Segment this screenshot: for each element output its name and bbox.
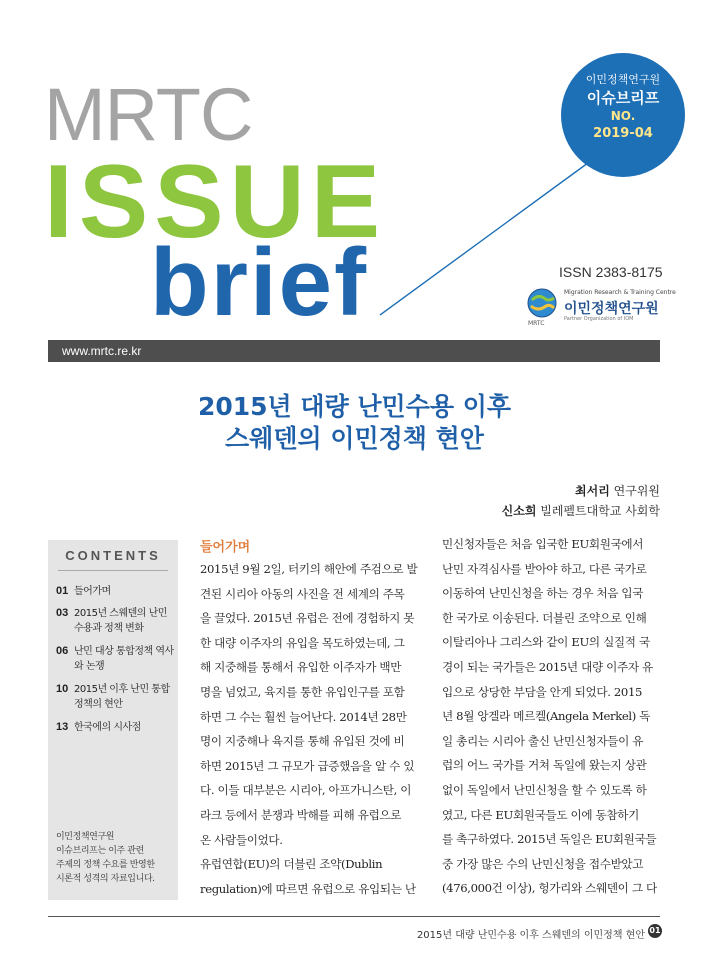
note-line: 이슈브리프는 이주 관련 [56,846,144,856]
body-line: 를 촉구하였다. 2015년 독일은 EU회원국들 [442,832,657,847]
note-line: 시론적 성격의 자료입니다. [56,874,155,884]
org-english-name: Migration Research & Training Centre [564,289,676,296]
body-line: 명이 지중해나 육지를 통해 유입된 것에 비 [200,734,405,749]
toc-page-number: 13 [56,721,69,733]
issue-badge [561,53,685,177]
toc-page-number: 10 [56,683,69,695]
contents-heading: CONTENTS [65,548,161,563]
body-line: 이탈리아나 그리스와 같이 EU의 실질적 국 [442,635,650,650]
toc-page-number: 06 [56,645,69,657]
body-line: 일 총리는 시리아 출신 난민신청자들이 유 [442,733,644,748]
body-line: 한 대량 이주자의 유입을 목도하였는데, 그 [200,635,405,650]
body-line: 럽의 어느 국가를 거쳐 독일에 왔는지 상관 [442,758,647,773]
body-line: 견된 시리아 아동의 사진을 전 세계의 주목 [200,586,405,601]
section-heading: 들어가며 [200,540,251,555]
toc-page-number: 03 [56,607,69,619]
org-logo [524,286,674,326]
website-url[interactable]: www.mrtc.re.kr [62,344,142,358]
body-column-2 [442,532,657,901]
org-abbr: MRTC [528,320,545,327]
body-line: 유럽연합(EU)의 더블린 조약(Dublin [200,857,383,872]
toc-label: 한국에의 시사점 [74,722,141,733]
body-line: 하면 2015년 그 규모가 급증했음을 알 수 있 [200,758,415,773]
issn: ISSN 2383-8175 [559,264,663,280]
body-line: 온 사람들이었다. [200,832,283,847]
badge-number: 2019-04 [593,126,653,141]
contents-note [56,830,176,886]
author-2 [502,501,660,521]
org-korean-name: 이민정책연구원 [564,301,659,317]
note-line: 주제의 정책 수요를 반영한 [56,860,155,870]
body-line: 없이 독일에서 난민신청을 할 수 있도록 하 [442,782,647,797]
body-column-1 [200,557,417,901]
body-line: 난민 자격심사를 받아야 하고, 다른 국가로 [442,561,647,576]
page-title-line1: 2015년 대량 난민수용 이후 [197,392,512,421]
footer-title: 2015년 대량 난민수용 이후 스웨덴의 이민정책 현안 [416,930,645,941]
body-line: 명을 넘었고, 육지를 통한 유입인구를 포함 [200,684,405,699]
body-line: 라크 등에서 분쟁과 박해를 피해 유럽으로 [200,807,402,822]
contents-divider [58,570,168,571]
org-sub: Partner Organization of IOM [564,316,634,322]
toc-label: 2015년 이후 난민 통합정책의 현안 [74,684,170,710]
body-line: 2015년 9월 2일, 터키의 해안에 주검으로 발 [200,562,418,576]
body-line: 중 가장 많은 수의 난민신청을 접수받았고 [442,856,644,871]
body-line: (476,000건 이상), 헝가리와 스웨덴이 그 다 [442,881,657,896]
body-line: 민신청자들은 처음 입국한 EU회원국에서 [442,537,644,551]
page-title-line2: 스웨덴의 이민정책 현안 [225,424,484,453]
toc-item[interactable] [56,606,176,636]
authors [502,481,660,521]
toc-item[interactable] [56,720,176,735]
url-bar [48,340,660,362]
toc-item[interactable] [56,644,176,674]
footer-divider [48,916,660,917]
toc-label: 2015년 스웨덴의 난민 수용과 정책 변화 [74,608,167,634]
logo-issue: ISSUE [44,144,387,260]
logo-mrtc: MRTC [44,73,253,156]
body-line: regulation)에 따르면 유럽으로 유입되는 난 [200,881,416,896]
logo-brief: brief [150,229,369,336]
author-affiliation: 빌레펠트대학교 사회학 [540,504,660,518]
body-line: 한 국가로 이송된다. 더블린 조약으로 인해 [442,610,647,625]
toc-label: 들어가며 [74,586,111,597]
author-1 [502,481,660,501]
note-line: 이민정책연구원 [56,832,115,842]
body-line: 년 8월 앙겔라 메르켈(Angela Merkel) 독 [442,709,651,724]
body-line: 을 끌었다. 2015년 유럽은 전에 경험하지 못 [200,611,415,626]
toc-item[interactable] [56,682,176,712]
globe-icon [524,286,560,322]
toc-item[interactable] [56,584,176,599]
author-affiliation: 연구위원 [613,484,660,498]
toc-page-number: 01 [56,585,69,597]
body-line: 였고, 다른 EU회원국들도 이에 동참하기 [442,807,639,822]
page-number: 01 [648,924,662,938]
badge-no-label: NO. [610,109,636,123]
body-line: 하면 그 수는 훨씬 늘어난다. 2014년 28만 [200,709,407,724]
badge-title: 이슈브리프 [586,89,660,107]
body-line: 다. 이들 대부분은 시리아, 아프가니스탄, 이 [200,783,412,798]
toc-label: 난민 대상 통합정책 역사와 논쟁 [74,646,174,672]
body-line: 해 지중해를 통해서 유입한 이주자가 백만 [200,660,402,675]
author-name: 신소희 [501,504,537,518]
contents-box [48,540,178,900]
author-name: 최서리 [575,484,610,498]
body-line: 입으로 상당한 부담을 안게 되었다. 2015 [442,684,643,699]
badge-org: 이민정책연구원 [585,73,661,86]
body-line: 이동하여 난민신청을 하는 경우 처음 입국 [442,586,644,601]
body-line: 경이 되는 국가들은 2015년 대량 이주자 유 [442,659,653,674]
